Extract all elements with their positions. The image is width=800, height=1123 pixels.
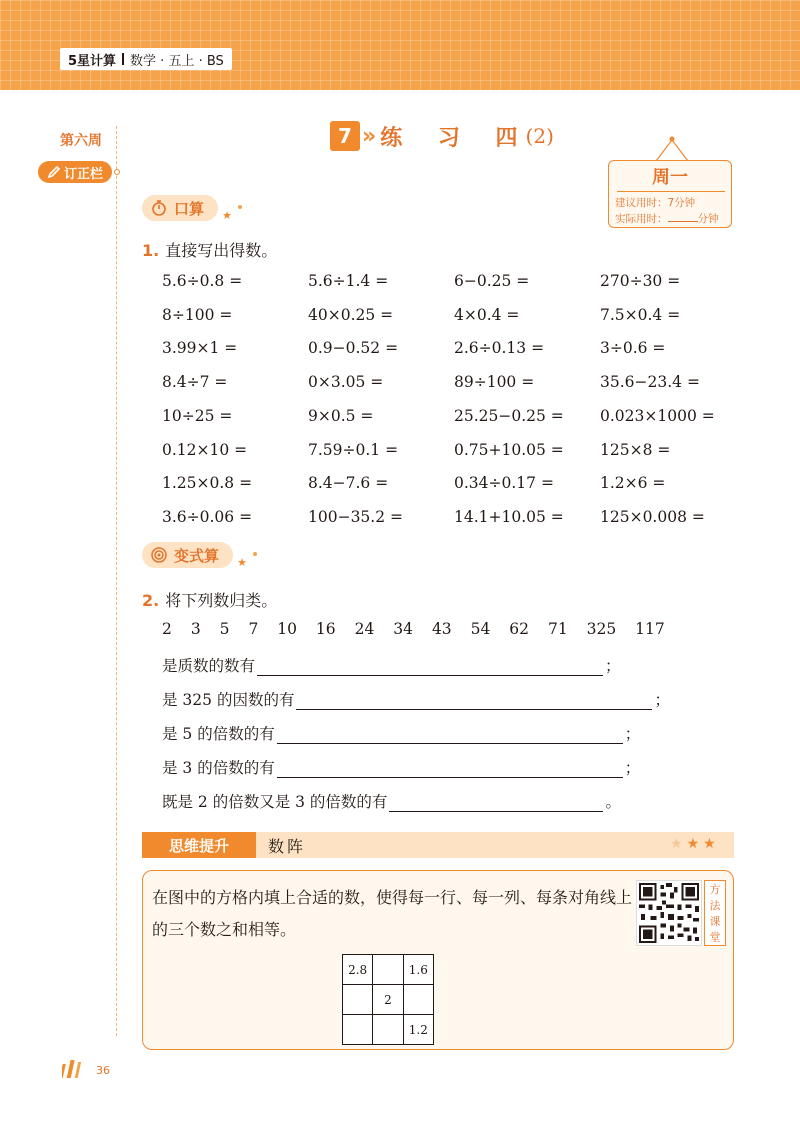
calc-item[interactable]: 8÷100 = — [162, 305, 233, 324]
number-item: 71 — [547, 620, 568, 638]
grid-cell[interactable]: 1.6 — [403, 955, 433, 985]
thinking-tag: 思维提升 — [142, 832, 256, 858]
star-icon: ★ — [703, 836, 720, 852]
correction-label: 订正栏 — [63, 166, 103, 182]
calc-item[interactable]: 3÷0.6 = — [600, 339, 666, 358]
calc-item[interactable]: 25.25−0.25 = — [454, 406, 564, 425]
grid-cell[interactable]: 2 — [373, 985, 403, 1015]
multiple-2-3-prompt — [162, 790, 621, 812]
answer-blank[interactable] — [296, 694, 652, 710]
calc-item[interactable]: 0.12×10 = — [162, 440, 248, 459]
star-icon: ★ — [222, 209, 233, 222]
answer-blank[interactable] — [277, 728, 623, 744]
grid-cell[interactable] — [373, 955, 403, 985]
calc-item[interactable]: 2.6÷0.13 = — [454, 339, 545, 358]
number-item: 54 — [470, 620, 491, 638]
header-band — [0, 0, 800, 90]
multiple-5-prompt — [162, 722, 640, 744]
grid-cell[interactable] — [373, 1015, 403, 1045]
grid-cell[interactable]: 2.8 — [343, 955, 373, 985]
calc-item[interactable]: 89÷100 = — [454, 373, 535, 392]
number-item: 117 — [635, 620, 665, 638]
day-card — [608, 160, 732, 228]
question-text: 将下列数归类。 — [165, 591, 278, 610]
question-2 — [142, 588, 277, 611]
number-item: 62 — [509, 620, 530, 638]
pencil-icon — [47, 165, 61, 179]
calc-item[interactable]: 270÷30 = — [600, 272, 681, 290]
calc-item[interactable]: 0.75+10.05 = — [454, 440, 564, 459]
calc-item[interactable]: 0.9−0.52 = — [308, 339, 399, 358]
calc-item[interactable]: 7.5×0.4 = — [600, 305, 681, 324]
star-icon: ★ — [670, 836, 687, 852]
pill-dot — [238, 205, 242, 209]
prompt-end: 。 — [605, 793, 621, 811]
number-item: 2 — [162, 620, 172, 638]
calc-item[interactable]: 3.99×1 = — [162, 339, 238, 358]
correction-tag — [38, 161, 112, 183]
calc-item[interactable]: 9×0.5 = — [308, 406, 374, 425]
actual-time — [615, 211, 719, 226]
section-oral-calc-label: 口算 — [174, 199, 205, 218]
calc-item[interactable]: 125×8 = — [600, 440, 671, 459]
star-icon: ★ — [686, 836, 704, 852]
question-number: 2. — [142, 591, 160, 610]
lesson-title — [330, 120, 554, 152]
question-text: 直接写出得数。 — [165, 241, 278, 260]
number-item: 325 — [586, 620, 617, 638]
actual-time-blank[interactable] — [668, 221, 698, 222]
prompt-text: 既是 2 的倍数又是 3 的倍数的有 — [162, 793, 388, 811]
qr-label-char: 法 — [709, 899, 721, 912]
thinking-question: 在图中的方格内填上合适的数，使得每一行、每一列、每条对角线上的三个数之和相等。 — [152, 888, 633, 939]
difficulty-stars — [670, 836, 720, 852]
number-item: 43 — [431, 620, 452, 638]
calc-item[interactable]: 8.4−7.6 = — [308, 474, 389, 493]
correction-dot — [114, 169, 120, 175]
calc-item[interactable]: 3.6÷0.06 = — [162, 507, 253, 526]
section-variant-calc — [142, 542, 248, 569]
prompt-end: ； — [624, 725, 641, 743]
prompt-end: ； — [605, 657, 621, 675]
week-label: 第六周 — [60, 133, 102, 149]
series-brand: 5星计算 — [68, 53, 117, 69]
number-item: 10 — [277, 620, 297, 638]
number-item: 24 — [354, 620, 375, 638]
hanger-icon — [652, 136, 692, 162]
actual-time-prefix: 实际用时： — [615, 213, 668, 225]
section-variant-calc-label: 变式算 — [174, 546, 220, 565]
magic-square-grid — [342, 954, 434, 1045]
calc-item[interactable]: 7.59÷0.1 = — [308, 440, 399, 459]
number-list — [162, 620, 679, 638]
number-item: 5 — [219, 620, 230, 638]
calc-item[interactable]: 6−0.25 = — [454, 272, 530, 290]
calc-item[interactable]: 8.4÷7 = — [162, 373, 228, 392]
series-separator — [122, 53, 124, 65]
number-item: 3 — [190, 620, 201, 638]
prime-prompt — [162, 654, 621, 676]
qr-label-char: 方 — [709, 883, 721, 896]
series-tag — [60, 48, 232, 70]
qr-label — [704, 880, 726, 946]
calc-item[interactable]: 100−35.2 = — [308, 507, 403, 526]
calc-item[interactable]: 0×3.05 = — [308, 373, 384, 392]
grid-cell[interactable]: 1.2 — [403, 1015, 433, 1045]
qr-label-char: 堂 — [709, 931, 721, 944]
qr-label-char: 课 — [709, 915, 721, 928]
prompt-text: 是 325 的因数的有 — [162, 691, 295, 709]
number-item: 7 — [248, 620, 259, 638]
answer-blank[interactable] — [277, 762, 623, 778]
section-oral-calc — [142, 195, 233, 222]
prompt-text: 是 3 的倍数的有 — [162, 759, 275, 777]
lesson-number: 7 — [330, 121, 360, 151]
calc-item[interactable]: 1.2×6 = — [600, 474, 666, 493]
prompt-text: 是 5 的倍数的有 — [162, 725, 275, 743]
day-divider — [617, 191, 725, 192]
book-spines-icon — [62, 1058, 94, 1078]
calc-item[interactable]: 1.25×0.8 = — [162, 474, 253, 493]
qr-code-icon[interactable] — [636, 880, 702, 946]
day-title: 周一 — [652, 167, 688, 188]
factor-prompt — [162, 688, 670, 710]
calc-item[interactable]: 10÷25 = — [162, 406, 233, 425]
answer-blank[interactable] — [389, 796, 603, 812]
calc-item[interactable]: 125×0.008 = — [600, 507, 705, 526]
grid-cell[interactable] — [403, 985, 433, 1015]
target-icon — [150, 546, 168, 564]
grid-cell[interactable] — [343, 985, 373, 1015]
calc-item[interactable]: 5.6÷1.4 = — [308, 272, 389, 290]
calc-item[interactable]: 0.023×1000 = — [600, 406, 715, 425]
chevron-right-icon: » — [362, 123, 377, 149]
actual-time-suffix: 分钟 — [697, 213, 719, 225]
calc-item[interactable]: 14.1+10.05 = — [454, 507, 564, 526]
lesson-title-suffix: (2) — [525, 124, 554, 148]
margin-divider — [116, 126, 117, 1036]
calc-item[interactable]: 35.6−23.4 = — [600, 373, 700, 392]
thinking-topic: 数阵 — [268, 837, 307, 856]
multiple-3-prompt — [162, 756, 640, 778]
calc-item[interactable]: 4×0.4 = — [454, 305, 520, 324]
prompt-end: ； — [624, 759, 641, 777]
answer-blank[interactable] — [257, 660, 603, 676]
star-icon: ★ — [237, 556, 248, 569]
number-item: 34 — [393, 620, 413, 638]
question-1 — [142, 238, 277, 261]
calc-item[interactable]: 5.6÷0.8 = — [162, 272, 243, 290]
series-subtitle: 数学 · 五上 · BS — [130, 53, 224, 69]
grid-cell[interactable] — [343, 1015, 373, 1045]
question-number: 1. — [142, 241, 160, 260]
prompt-end: ； — [654, 691, 670, 709]
number-item: 16 — [315, 620, 336, 638]
suggested-time: 建议用时：7分钟 — [615, 197, 696, 209]
page-number: 36 — [96, 1064, 110, 1077]
prompt-text: 是质数的数有 — [162, 657, 256, 675]
calc-item[interactable]: 0.34÷0.17 = — [454, 474, 554, 493]
pill-dot — [253, 552, 257, 556]
lesson-title-text: 练 习 四 — [380, 125, 532, 151]
stopwatch-icon — [150, 199, 168, 217]
calc-item[interactable]: 40×0.25 = — [308, 305, 394, 324]
